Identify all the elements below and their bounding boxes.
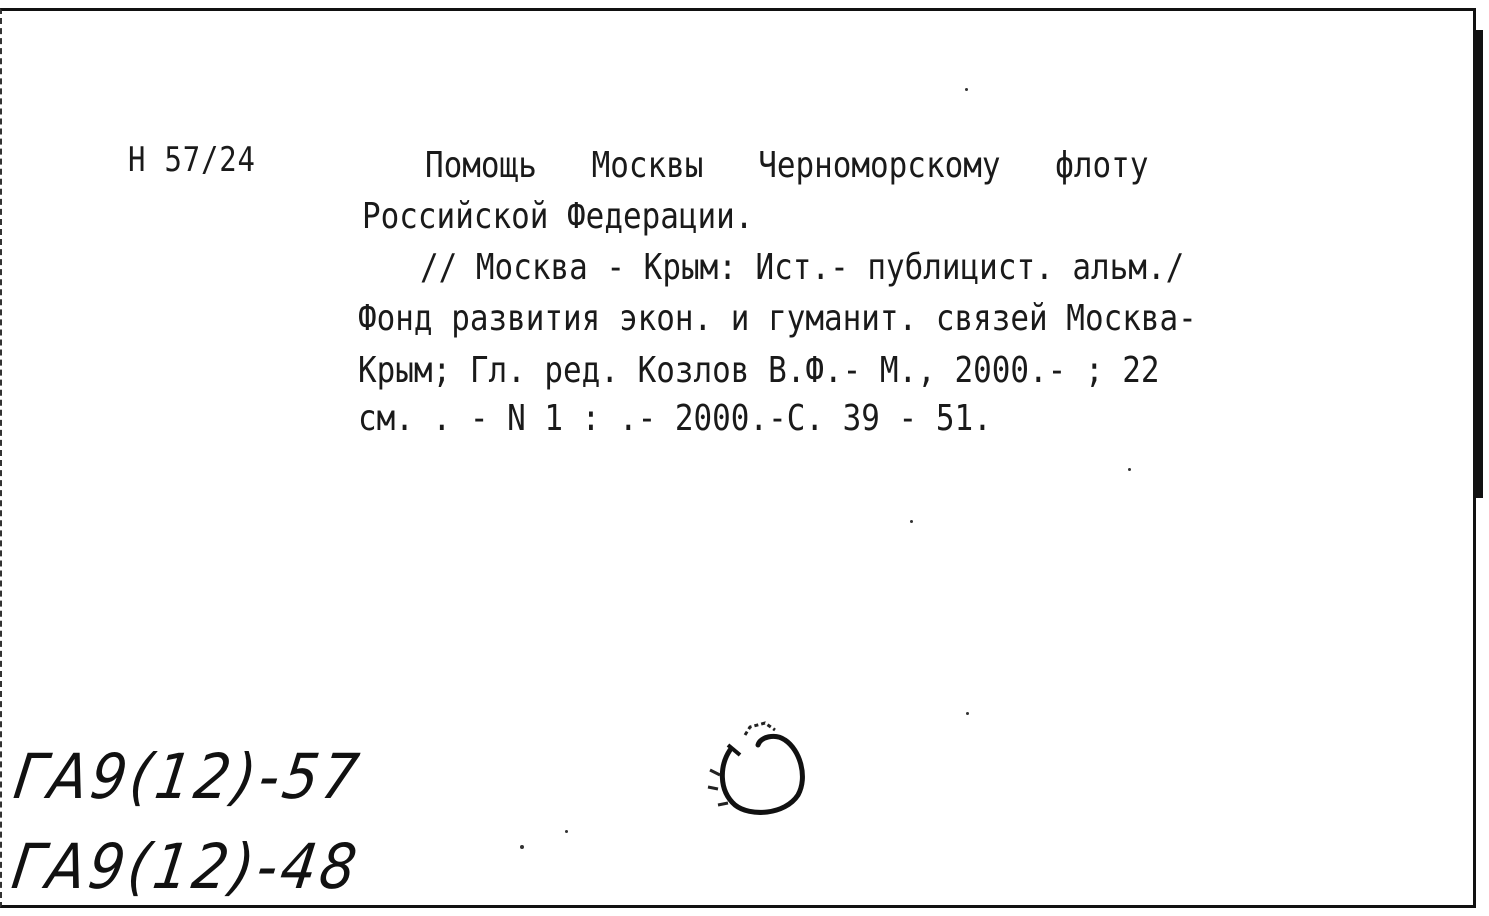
source-line-1: // Москва - Крым: Ист.- публицист. альм./ [420, 247, 1185, 288]
source-line-4: см. . - N 1 : .- 2000.-С. 39 - 51. [358, 398, 992, 439]
speck [966, 712, 969, 715]
title-line-1: Помощь Москвы Черноморскому флоту [425, 145, 1149, 186]
source-line-2: Фонд развития экон. и гуманит. связей Москва- [358, 298, 1197, 339]
handwritten-code-2: ГА9(12)-48 [7, 830, 365, 903]
speck [1128, 468, 1131, 471]
title-line-2: Российской Федерации. [362, 196, 754, 237]
library-stamp-icon [690, 715, 815, 825]
shelfmark: Н 57/24 [128, 140, 256, 180]
handwritten-code-1: ГА9(12)-57 [9, 740, 367, 813]
speck [565, 830, 568, 833]
source-line-3: Крым; Гл. ред. Козлов В.Ф.- М., 2000.- ; 22 [358, 350, 1160, 391]
card-edge-mark [1476, 30, 1483, 498]
speck [965, 88, 968, 91]
speck [520, 845, 524, 849]
speck [910, 520, 913, 523]
